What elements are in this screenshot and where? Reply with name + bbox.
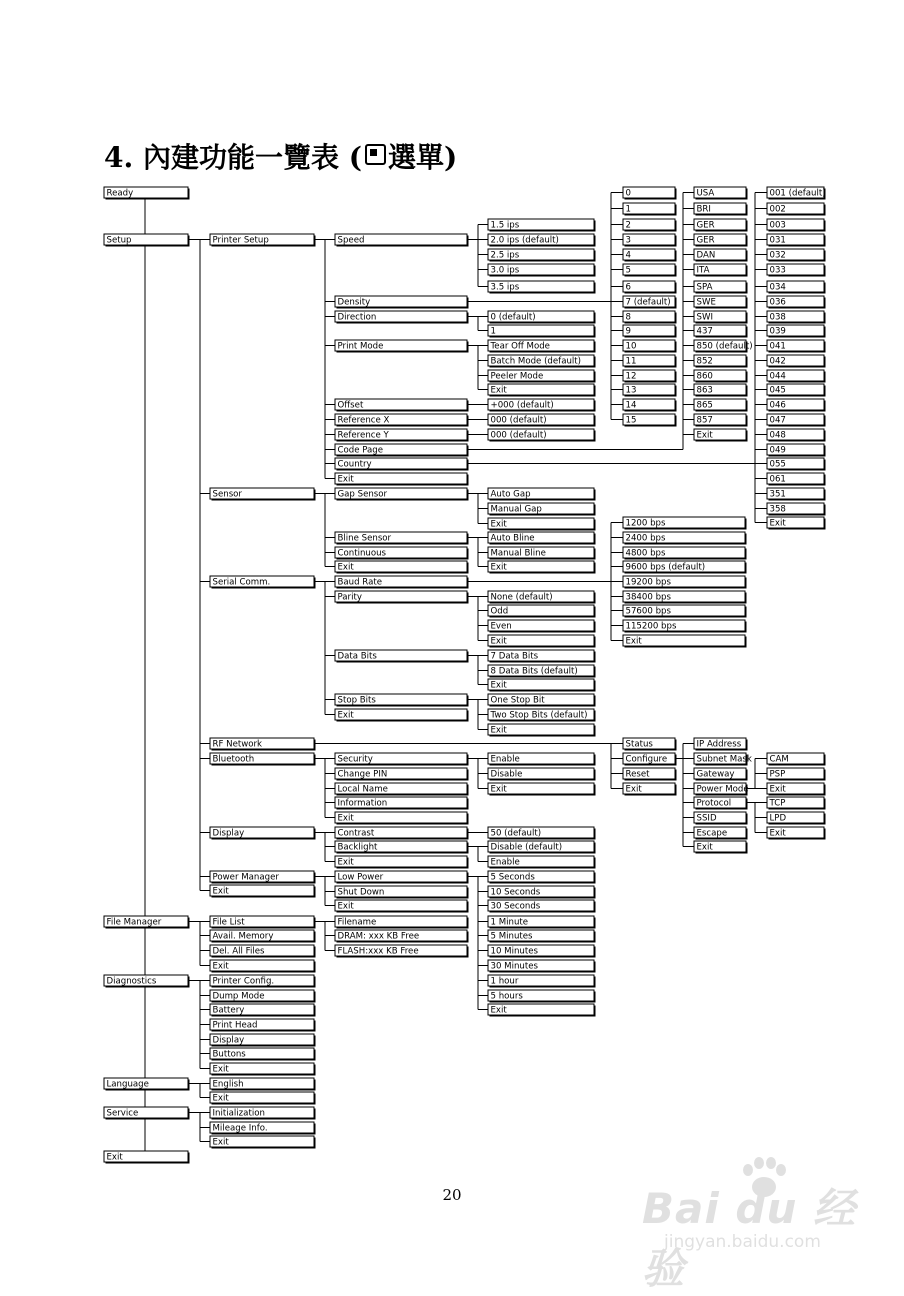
power-mode-1-psp: PSP <box>769 769 786 780</box>
country-12-044: 044 <box>769 371 786 382</box>
speed-3-3-0-ips: 3.0 ips <box>490 265 520 276</box>
density-4-4: 4 <box>625 250 631 261</box>
country-9-039: 039 <box>769 326 786 337</box>
stop-bits-1-two-stop-bits-default: Two Stop Bits (default) <box>490 710 588 721</box>
security-2-exit: Exit <box>490 784 507 795</box>
diagnostics-0-printer-config: Printer Config. <box>212 976 275 987</box>
print-mode-1-batch-mode-default: Batch Mode (default) <box>490 356 582 367</box>
density-15-15: 15 <box>625 415 637 426</box>
sensor-0-gap-sensor: Gap Sensor <box>337 489 388 500</box>
density-9-9: 9 <box>625 326 631 337</box>
code-page-4-dan: DAN <box>696 250 716 261</box>
diagnostics-3-print-head: Print Head <box>212 1020 258 1031</box>
code-page-1-bri: BRI <box>696 204 711 215</box>
bluetooth-0-security: Security <box>337 754 373 765</box>
rf-network-3-exit: Exit <box>625 784 642 795</box>
country-8-038: 038 <box>769 312 786 323</box>
gap-sensor-2-exit: Exit <box>490 519 507 530</box>
setup-7-exit: Exit <box>212 886 229 897</box>
baud-rate-4-19200-bps: 19200 bps <box>625 577 671 588</box>
bluetooth-4-exit: Exit <box>337 813 354 824</box>
density-10-10: 10 <box>625 341 637 352</box>
code-page-0-usa: USA <box>696 188 715 199</box>
code-page-6-spa: SPA <box>696 282 713 293</box>
speed-2-2-5-ips: 2.5 ips <box>490 250 520 261</box>
backlight-0-disable-default: Disable (default) <box>490 842 563 853</box>
service-0-initialization: Initialization <box>212 1108 265 1119</box>
code-page-10-850-default: 850 (default) <box>696 341 753 352</box>
file-list-1-dram-xxx-kb-free: DRAM: xxx KB Free <box>337 931 420 942</box>
file-manager-3-exit: Exit <box>212 961 229 972</box>
country-15-047: 047 <box>769 415 786 426</box>
printer-setup-2-direction: Direction <box>337 312 377 323</box>
file-manager-2-del-all-files: Del. All Files <box>212 946 265 957</box>
code-page-2-ger: GER <box>696 220 715 231</box>
country-21-358: 358 <box>769 504 786 515</box>
setup-0-printer-setup: Printer Setup <box>212 235 269 246</box>
density-2-2: 2 <box>625 220 631 231</box>
country-2-003: 003 <box>769 220 786 231</box>
speed-0-1-5-ips: 1.5 ips <box>490 220 520 231</box>
sensor-3-exit: Exit <box>337 562 354 573</box>
offset-value: +000 (default) <box>490 400 554 411</box>
file-list-0-filename: Filename <box>337 917 377 928</box>
reference-y-value: 000 (default) <box>490 430 547 441</box>
printer-setup-9-exit-box <box>335 473 467 484</box>
power-time-9-exit: Exit <box>490 1005 507 1016</box>
printer-setup-9-exit: Exit <box>337 474 354 485</box>
diagnostics-5-buttons: Buttons <box>212 1049 246 1060</box>
direction-0-0-default: 0 (default) <box>490 312 536 323</box>
code-page-9-437: 437 <box>696 326 713 337</box>
stop-bits-0-one-stop-bit: One Stop Bit <box>490 695 545 706</box>
direction-1-1-box <box>488 325 594 336</box>
country-14-046: 046 <box>769 400 786 411</box>
speed-4-3-5-ips: 3.5 ips <box>490 282 520 293</box>
configure-3-power-mode: Power Mode <box>696 784 749 795</box>
watermark-brand: Bai du 经验 <box>642 1184 856 1293</box>
power-time-5-10-minutes: 10 Minutes <box>490 946 538 957</box>
code-page-5-ita: ITA <box>696 265 710 276</box>
service-1-mileage-info: Mileage Info. <box>212 1123 268 1134</box>
configure-6-escape: Escape <box>696 828 728 839</box>
country-22-exit: Exit <box>769 518 786 529</box>
bluetooth-1-change-pin: Change PIN <box>337 769 388 780</box>
setup-3-rf-network: RF Network <box>212 739 263 750</box>
country-18-055: 055 <box>769 459 786 470</box>
printer-setup-6-reference-y: Reference Y <box>337 430 389 441</box>
printer-setup-4-offset: Offset <box>337 400 364 411</box>
rf-network-0-status: Status <box>625 739 653 750</box>
rf-network-1-configure: Configure <box>625 754 668 765</box>
country-11-042: 042 <box>769 356 786 367</box>
contrast-value: 50 (default) <box>490 828 542 839</box>
serial-0-baud-rate: Baud Rate <box>337 577 383 588</box>
country-20-351: 351 <box>769 489 786 500</box>
security-1-disable: Disable <box>490 769 523 780</box>
main-3-diagnostics: Diagnostics <box>106 976 157 987</box>
setup-1-sensor: Sensor <box>212 489 242 500</box>
configure-0-ip-address: IP Address <box>696 739 742 750</box>
protocol-0-tcp: TCP <box>769 798 786 809</box>
main-6-exit: Exit <box>106 1152 123 1163</box>
country-4-032: 032 <box>769 250 786 261</box>
code-page-12-860: 860 <box>696 371 713 382</box>
bline-sensor-0-auto-bline: Auto Bline <box>490 533 535 544</box>
section-number: 4. <box>104 141 134 174</box>
configure-4-protocol: Protocol <box>696 798 732 809</box>
bluetooth-4-exit-box <box>335 812 467 823</box>
parity-2-even: Even <box>490 621 512 632</box>
display-2-exit: Exit <box>337 857 354 868</box>
power-time-1-10-seconds: 10 Seconds <box>490 887 541 898</box>
backlight-1-enable: Enable <box>490 857 520 868</box>
baud-rate-8-exit: Exit <box>625 636 642 647</box>
baud-rate-6-57600-bps: 57600 bps <box>625 606 671 617</box>
watermark-url: jingyan.baidu.com <box>664 1232 821 1252</box>
power-time-6-30-minutes: 30 Minutes <box>490 961 538 972</box>
configure-1-subnet-mask: Subnet Mask <box>696 754 752 765</box>
main-4-language: Language <box>106 1079 149 1090</box>
reference-x-value: 000 (default) <box>490 415 547 426</box>
country-17-049: 049 <box>769 445 786 456</box>
diagnostics-2-battery: Battery <box>212 1005 245 1016</box>
power-mode-0-cam: CAM <box>769 754 789 765</box>
country-13-045: 045 <box>769 385 786 396</box>
density-5-5: 5 <box>625 265 631 276</box>
power-time-7-1-hour: 1 hour <box>490 976 519 987</box>
sensor-2-continuous: Continuous <box>337 548 387 559</box>
protocol-1-lpd: LPD <box>769 813 787 824</box>
printer-setup-8-country: Country <box>337 459 372 470</box>
diagnostics-1-dump-mode: Dump Mode <box>212 991 265 1002</box>
data-bits-1-8-data-bits-default: 8 Data Bits (default) <box>490 666 578 677</box>
setup-6-power-manager: Power Manager <box>212 872 279 883</box>
power-manager-1-shut-down: Shut Down <box>337 887 385 898</box>
density-13-13: 13 <box>625 385 637 396</box>
display-2-exit-box <box>335 856 467 867</box>
protocol-2-exit: Exit <box>769 828 786 839</box>
page-number: 20 <box>442 1186 462 1204</box>
setup-5-display: Display <box>212 828 245 839</box>
file-list-2-flash-xxx-kb-free: FLASH:xxx KB Free <box>337 946 419 957</box>
baud-rate-7-115200-bps: 115200 bps <box>625 621 677 632</box>
code-page-13-863: 863 <box>696 385 713 396</box>
power-mode-2-exit: Exit <box>769 784 786 795</box>
rf-network-2-reset: Reset <box>625 769 650 780</box>
code-page-7-swe: SWE <box>696 297 716 308</box>
display-0-contrast: Contrast <box>337 828 375 839</box>
density-0-0: 0 <box>625 188 631 199</box>
diagnostics-6-exit: Exit <box>212 1064 229 1075</box>
direction-1-1: 1 <box>490 326 496 337</box>
printer-setup-3-print-mode: Print Mode <box>337 341 384 352</box>
title-text: 內建功能一覽表 ( <box>142 141 362 174</box>
bline-sensor-1-manual-bline: Manual Bline <box>490 548 546 559</box>
baud-rate-3-9600-bps-default: 9600 bps (default) <box>625 562 706 573</box>
setup-2-serial-comm: Serial Comm. <box>212 577 271 588</box>
serial-3-stop-bits: Stop Bits <box>337 695 376 706</box>
country-1-002: 002 <box>769 204 786 215</box>
sensor-1-bline-sensor: Bline Sensor <box>337 533 392 544</box>
serial-2-data-bits: Data Bits <box>337 651 377 662</box>
serial-4-exit: Exit <box>337 710 354 721</box>
printer-setup-1-density: Density <box>337 297 371 308</box>
density-6-6: 6 <box>625 282 631 293</box>
density-1-1: 1 <box>625 204 631 215</box>
code-page-15-857: 857 <box>696 415 713 426</box>
gap-sensor-0-auto-gap: Auto Gap <box>490 489 531 500</box>
watermark <box>634 1156 866 1293</box>
code-page-8-swi: SWI <box>696 312 713 323</box>
density-14-14: 14 <box>625 400 637 411</box>
baud-rate-1-2400-bps: 2400 bps <box>625 533 666 544</box>
bluetooth-2-local-name: Local Name <box>337 784 388 795</box>
density-7-7-default: 7 (default) <box>625 297 671 308</box>
country-10-041: 041 <box>769 341 786 352</box>
gap-sensor-1-manual-gap: Manual Gap <box>490 504 542 515</box>
country-0-001-default: 001 (default) <box>769 188 826 199</box>
configure-7-exit: Exit <box>696 842 713 853</box>
configure-5-ssid: SSID <box>696 813 717 824</box>
service-2-exit: Exit <box>212 1137 229 1148</box>
power-time-0-5-seconds: 5 Seconds <box>490 872 535 883</box>
power-time-3-1-minute: 1 Minute <box>490 917 529 928</box>
country-3-031: 031 <box>769 235 786 246</box>
main-2-file-manager: File Manager <box>106 917 162 928</box>
country-19-061: 061 <box>769 474 786 485</box>
baud-rate-2-4800-bps: 4800 bps <box>625 548 666 559</box>
code-page-14-865: 865 <box>696 400 713 411</box>
print-mode-2-peeler-mode: Peeler Mode <box>490 371 544 382</box>
country-7-036: 036 <box>769 297 786 308</box>
language-1-exit: Exit <box>212 1093 229 1104</box>
power-manager-2-exit: Exit <box>337 901 354 912</box>
printer-setup-7-code-page: Code Page <box>337 445 384 456</box>
bline-sensor-2-exit: Exit <box>490 562 507 573</box>
sensor-3-exit-box <box>335 561 467 572</box>
display-1-backlight: Backlight <box>337 842 378 853</box>
power-time-2-30-seconds: 30 Seconds <box>490 901 541 912</box>
printer-setup-0-speed: Speed <box>337 235 365 246</box>
density-11-11: 11 <box>625 356 637 367</box>
data-bits-0-7-data-bits: 7 Data Bits <box>490 651 539 662</box>
security-0-enable: Enable <box>490 754 520 765</box>
parity-3-exit: Exit <box>490 636 507 647</box>
bluetooth-3-information: Information <box>337 798 388 809</box>
language-0-english: English <box>212 1079 244 1090</box>
print-mode-0-tear-off-mode: Tear Off Mode <box>490 341 550 352</box>
power-manager-0-low-power: Low Power <box>337 872 384 883</box>
stop-bits-2-exit: Exit <box>490 725 507 736</box>
main-1-setup: Setup <box>106 235 132 246</box>
serial-1-parity: Parity <box>337 592 362 603</box>
country-16-048: 048 <box>769 430 786 441</box>
printer-setup-5-reference-x: Reference X <box>337 415 390 426</box>
density-3-3: 3 <box>625 235 631 246</box>
country-6-034: 034 <box>769 282 786 293</box>
configure-2-gateway: Gateway <box>696 769 735 780</box>
data-bits-2-exit: Exit <box>490 680 507 691</box>
code-page-16-exit: Exit <box>696 430 713 441</box>
country-5-033: 033 <box>769 265 786 276</box>
main-5-service: Service <box>106 1108 139 1119</box>
power-time-8-5-hours: 5 hours <box>490 991 523 1002</box>
serial-4-exit-box <box>335 709 467 720</box>
power-manager-2-exit-box <box>335 900 467 911</box>
print-mode-3-exit: Exit <box>490 385 507 396</box>
baud-rate-0-1200-bps: 1200 bps <box>625 518 666 529</box>
code-page-3-ger: GER <box>696 235 715 246</box>
parity-1-odd: Odd <box>490 606 509 617</box>
power-time-4-5-minutes: 5 Minutes <box>490 931 533 942</box>
baud-rate-5-38400-bps: 38400 bps <box>625 592 671 603</box>
main-0-ready: Ready <box>106 188 134 199</box>
speed-1-2-0-ips-default: 2.0 ips (default) <box>490 235 559 246</box>
parity-0-none-default: None (default) <box>490 592 553 603</box>
diagnostics-4-display: Display <box>212 1035 245 1046</box>
file-manager-1-avail-memory: Avail. Memory <box>212 931 274 942</box>
file-manager-0-file-list: File List <box>212 917 245 928</box>
density-8-8: 8 <box>625 312 631 323</box>
density-12-12: 12 <box>625 371 637 382</box>
setup-4-bluetooth: Bluetooth <box>212 754 255 765</box>
title-suffix: 選單) <box>387 141 458 174</box>
code-page-11-852: 852 <box>696 356 713 367</box>
